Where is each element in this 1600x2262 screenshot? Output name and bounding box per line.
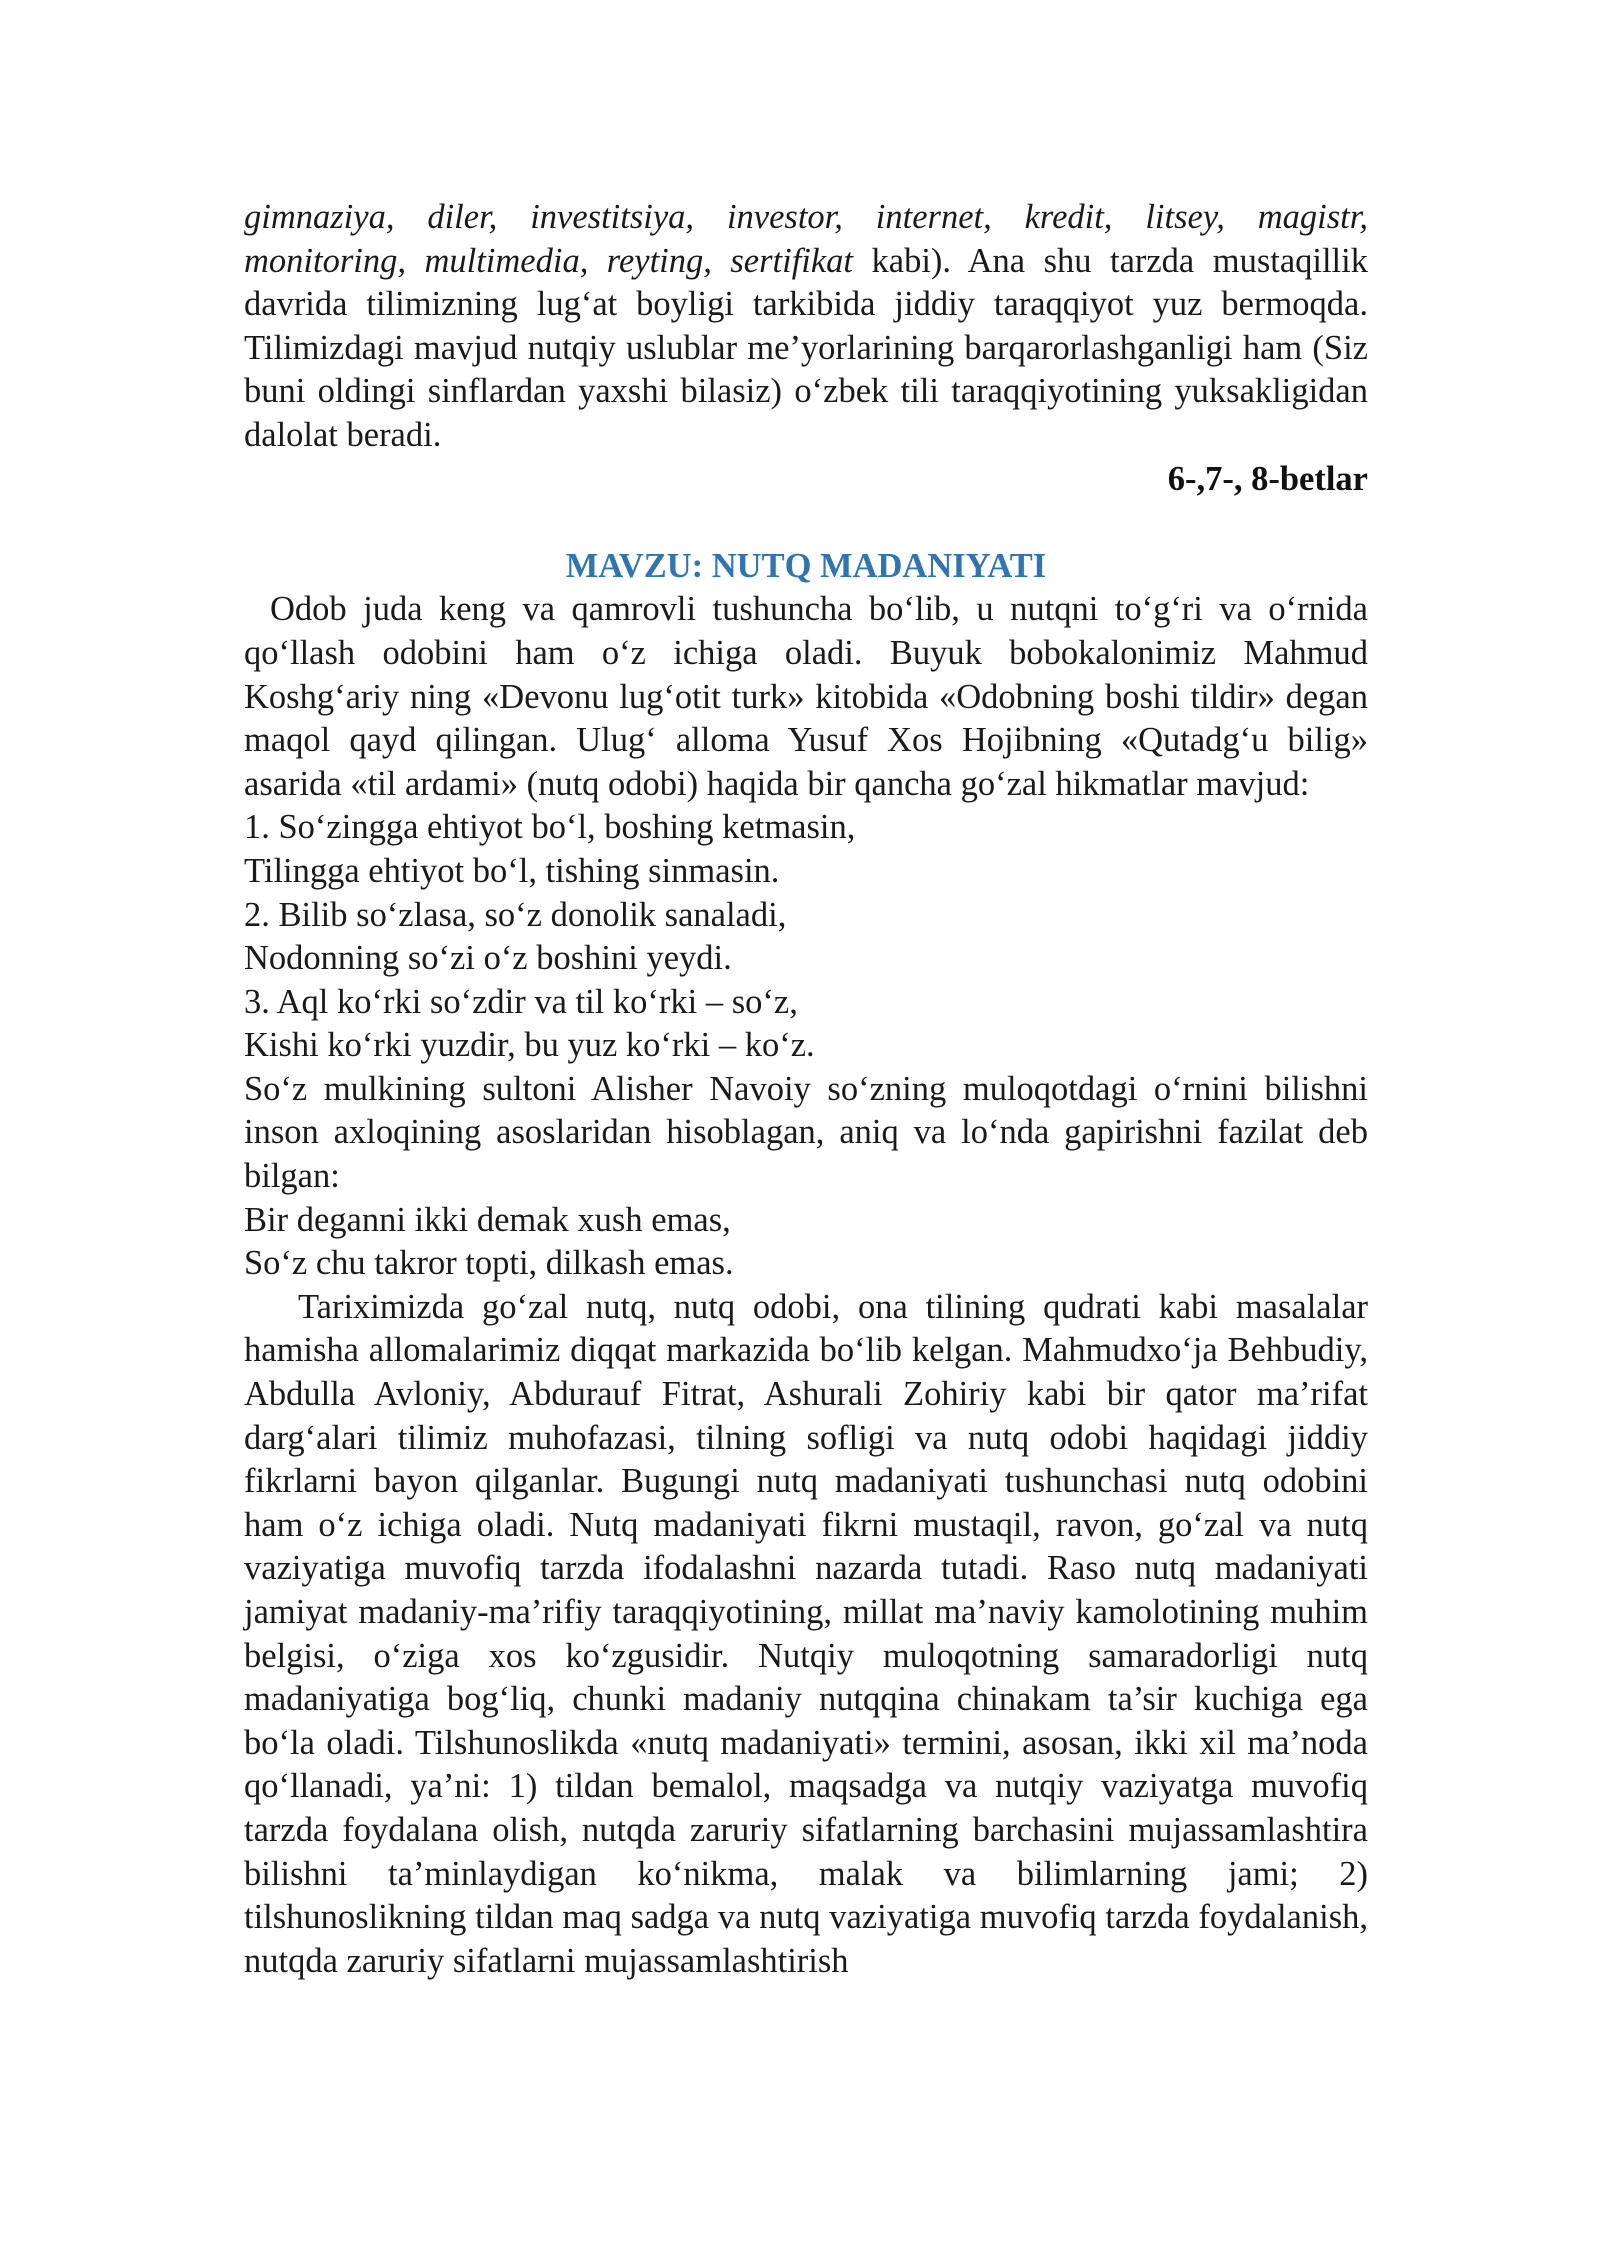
verse-line: Nodonning so‘zi o‘z boshini yeydi. [244, 939, 732, 978]
italic-term-list: gimnaziya, diler, investitsiya, investor, internet, kredit, litsey, magistr, monitoring, multimedia, reyting, sertifikat [244, 198, 1368, 280]
intro-paragraph [244, 196, 1368, 458]
verse-line: 1. So‘zingga ehtiyot bo‘l, boshing ketmasin, [244, 808, 856, 847]
navoiy-verse-line: Bir deganni ikki demak xush emas, [244, 1200, 731, 1239]
verse-line: 3. Aql ko‘rki so‘zdir va til ko‘rki – so‘z, [244, 982, 798, 1021]
section-title: MAVZU: NUTQ MADANIYATI [565, 546, 1047, 585]
paragraph-navoiy: So‘z mulkining sultoni Alisher Navoiy so‘zning muloqotdagi o‘rnini bilishni inson axloqining asoslaridan hisoblagan, aniq va lo‘nda gapirishni fazilat deb bilgan: [244, 1069, 1368, 1196]
page-reference: 6-,7-, 8-betlar [1167, 459, 1368, 498]
verse-line: 2. Bilib so‘zlasa, so‘z donolik sanaladi, [244, 895, 787, 934]
verse-line: Tilingga ehtiyot bo‘l, tishing sinmasin. [244, 851, 780, 890]
paragraph-nutq-madaniyati: Tariximizda go‘zal nutq, nutq odobi, ona tilining qudrati kabi masalalar hamisha allomalarimiz diqqat markazida bo‘lib kelgan. Mahmudxo‘ja Behbudiy, Abdulla Avloniy, Abdurauf Fitrat, Ashurali Zohiriy kabi bir qator ma’rifat darg‘alari tilimiz muhofazasi, tilning sofligi va nutq odobi haqidagi jiddiy fikrlarni bayon qilganlar. Bugungi nutq madaniyati tushunchasi nutq odobini ham o‘z ichiga oladi. Nutq madaniyati fikrni mustaqil, ravon, go‘zal va nutq vaziyatiga muvofiq tarzda ifodalashni nazarda tutadi. Raso nutq madaniyati jamiyat madaniy-ma’rifiy taraqqiyotining, millat ma’naviy kamolotining muhim belgisi, o‘ziga xos ko‘zgusidir. Nutqiy muloqotning samaradorligi nutq madaniyatiga bog‘liq, chunki madaniy nutqqina chinakam ta’sir kuchiga ega bo‘la oladi. Tilshunoslikda «nutq madaniyati» termini, asosan, ikki xil ma’noda qo‘llanadi, ya’ni: 1) tildan bemalol, maqsadga va nutqiy vaziyatga muvofiq tarzda foydalana olish, nutqda zaruriy sifatlarning barchasini mujassamlashtira bilishni ta’minlaydigan ko‘nikma, malak va bilimlarning jami; 2) tilshunoslikning tildan maq sadga va nutq vaziyatiga muvofiq tarzda foydalanish, nutqda zaruriy sifatlarni mujassamlashtirish [244, 1287, 1368, 1980]
intro-text: kabi). Ana shu tarzda mustaqillik davrida tilimizning lug‘at boyligi tarkibida jiddiy taraqqiyot yuz bermoqda. Tilimizdagi mavjud nutqiy uslublar me’yorlarining barqarorlashganligi ham (Siz buni oldingi sinflardan yaxshi bilasiz) o‘zbek tili taraqqiyotining yuksakligidan dalolat beradi. [244, 241, 1368, 454]
verse-line: Kishi ko‘rki yuzdir, bu yuz ko‘rki – ko‘z. [244, 1026, 815, 1065]
document-page [244, 196, 1368, 1983]
paragraph-odob: Odob juda keng va qamrovli tushuncha bo‘lib, u nutqni to‘g‘ri va o‘rnida qo‘llash odobini ham o‘z ichiga oladi. Buyuk bobokalonimiz Mahmud Koshg‘ariy ning «Devonu lug‘otit turk» kitobida «Odobning boshi tildir» degan maqol qayd qilingan. Ulug‘ alloma Yusuf Xos Hojibning «Qutadg‘u bilig» asarida «til ardami» (nutq odobi) haqida bir qancha go‘zal hikmatlar mavjud: [244, 590, 1368, 803]
navoiy-verse-line: So‘z chu takror topti, dilkash emas. [244, 1244, 734, 1283]
